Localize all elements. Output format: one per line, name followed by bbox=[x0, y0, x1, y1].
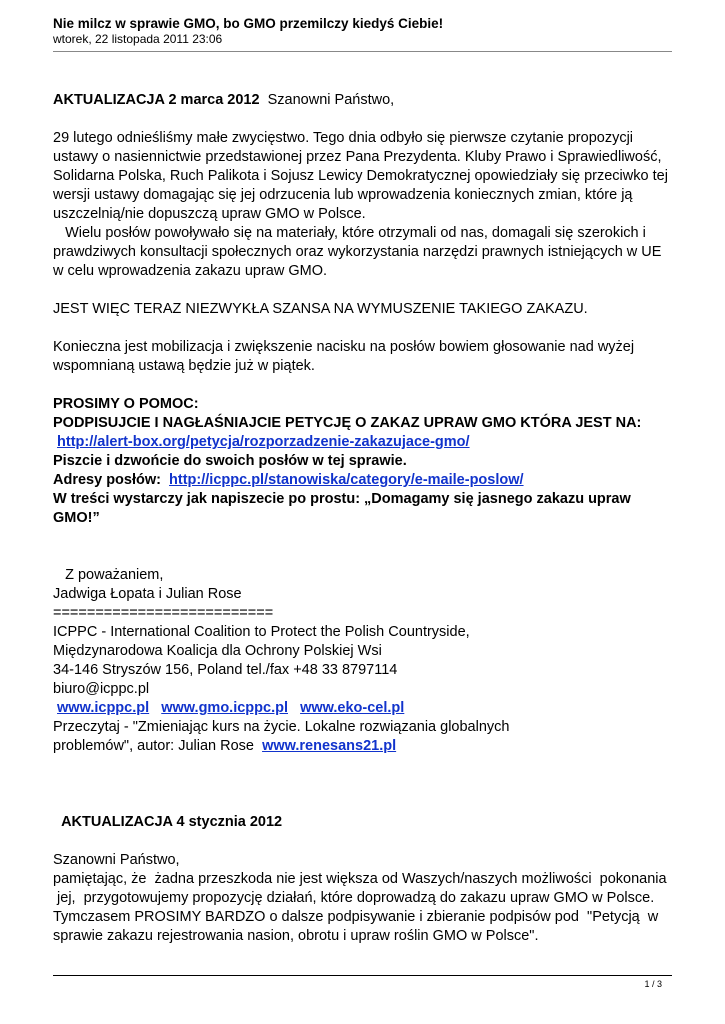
update-1-heading: AKTUALIZACJA 2 marca 2012 bbox=[53, 92, 260, 108]
regards: Z poważaniem, bbox=[65, 567, 164, 583]
signature-names: Jadwiga Łopata i Julian Rose bbox=[53, 586, 242, 602]
header-divider bbox=[53, 51, 672, 52]
footer-divider bbox=[53, 975, 672, 976]
read-line: Przeczytaj - "Zmieniając kurs na życie. Lokalne rozwiązania globalnych bbox=[53, 719, 510, 735]
text-line: Tymczasem PROSIMY BARDZO o dalsze podpisywanie i zbieranie podpisów pod "Petycją w bbox=[53, 909, 659, 925]
org-address: 34-146 Stryszów 156, Poland tel./fax +48 33 8797114 bbox=[53, 662, 398, 678]
text-line: 29 lutego odnieśliśmy małe zwycięstwo. Tego dnia odbyło się pierwsze czytanie propozycji bbox=[53, 130, 634, 146]
page-header bbox=[53, 16, 673, 47]
link-gmo-icppc[interactable]: www.gmo.icppc.pl bbox=[161, 700, 288, 716]
update-1-greeting: Szanowni Państwo, bbox=[267, 92, 395, 108]
update-1-paragraph-1 bbox=[53, 129, 673, 281]
text-line: sprawie zakazu rejestrowania nasion, obrotu i upraw roślin GMO w Polsce". bbox=[53, 928, 539, 944]
addresses-label: Adresy posłów: bbox=[53, 472, 161, 488]
text-line: wersji ustawy domagając się jej odrzucenia lub wprowadzenia koniecznych zmian, które ją bbox=[53, 187, 633, 203]
link-renesans[interactable]: www.renesans21.pl bbox=[262, 738, 397, 754]
update-1-intro bbox=[53, 91, 673, 110]
page-number: 1 / 3 bbox=[644, 979, 662, 989]
article-title: Nie milcz w sprawie GMO, bo GMO przemilczy kiedyś Ciebie! bbox=[53, 16, 444, 31]
separator: ========================== bbox=[53, 605, 274, 621]
help-section bbox=[53, 395, 673, 528]
text-line: pamiętając, że żadna przeszkoda nie jest większa od Waszych/naszych możliwości pokonania bbox=[53, 871, 667, 887]
update-2-greeting: Szanowni Państwo, bbox=[53, 852, 180, 868]
update-2-body bbox=[53, 851, 673, 946]
org-name-en: ICPPC - International Coalition to Protect the Polish Countryside, bbox=[53, 624, 470, 640]
read-line: problemów", autor: Julian Rose bbox=[53, 738, 254, 754]
link-icppc[interactable]: www.icppc.pl bbox=[57, 700, 150, 716]
text-line: wspomnianą ustawą będzie już w piątek. bbox=[53, 358, 315, 374]
link-eko-cel[interactable]: www.eko-cel.pl bbox=[300, 700, 405, 716]
org-name-pl: Międzynarodowa Koalicja dla Ochrony Polskiej Wsi bbox=[53, 643, 382, 659]
org-email: biuro@icppc.pl bbox=[53, 681, 150, 697]
article-body bbox=[53, 91, 673, 946]
text-line: Solidarna Polska, Ruch Palikota i Sojusz Lewicy Demokratycznej opowiedziały się przeciwko tej bbox=[53, 168, 668, 184]
content-line: GMO!” bbox=[53, 510, 100, 526]
update-1-paragraph-2: JEST WIĘC TERAZ NIEZWYKŁA SZANSA NA WYMUSZENIE TAKIEGO ZAKAZU. bbox=[53, 301, 588, 317]
update-1-paragraph-3 bbox=[53, 338, 673, 376]
help-heading: PROSIMY O POMOC: bbox=[53, 396, 199, 412]
text-line: Wielu posłów powoływało się na materiały, które otrzymali od nas, domagali się szerokich i bbox=[53, 225, 646, 241]
write-line: Piszcie i dzwońcie do swoich posłów w tej sprawie. bbox=[53, 453, 407, 469]
article-date: wtorek, 22 listopada 2011 23:06 bbox=[53, 32, 223, 46]
content-line: W treści wystarczy jak napiszecie po prostu: „Domagamy się jasnego zakazu upraw bbox=[53, 491, 631, 507]
text-line: w celu wprowadzenia zakazu upraw GMO. bbox=[53, 263, 328, 279]
petition-link[interactable]: http://alert-box.org/petycja/rozporzadzenie-zakazujace-gmo/ bbox=[57, 434, 470, 450]
signature-block bbox=[53, 566, 673, 756]
text-line: Konieczna jest mobilizacja i zwiększenie nacisku na posłów bowiem głosowanie nad wyżej bbox=[53, 339, 635, 355]
addresses-link[interactable]: http://icppc.pl/stanowiska/category/e-maile-poslow/ bbox=[169, 472, 524, 488]
text-line: uszczelnią/nie dopuszczą upraw GMO w Polsce. bbox=[53, 206, 366, 222]
text-line: prawdziwych konsultacji społecznych oraz wykorzystania narzędzi prawnych istniejących w UE bbox=[53, 244, 662, 260]
text-line: ustawy o nasiennictwie przedstawionej przez Pana Prezydenta. Kluby Prawo i Sprawiedliwość, bbox=[53, 149, 662, 165]
text-line: jej, przygotowujemy propozycję działań, które doprowadzą do zakazu upraw GMO w Polsce. bbox=[53, 890, 655, 906]
petition-line: PODPISUJCIE I NAGŁAŚNIAJCIE PETYCJĘ O ZAKAZ UPRAW GMO KTÓRA JEST NA: bbox=[53, 415, 642, 431]
update-2-heading: AKTUALIZACJA 4 stycznia 2012 bbox=[61, 814, 283, 830]
